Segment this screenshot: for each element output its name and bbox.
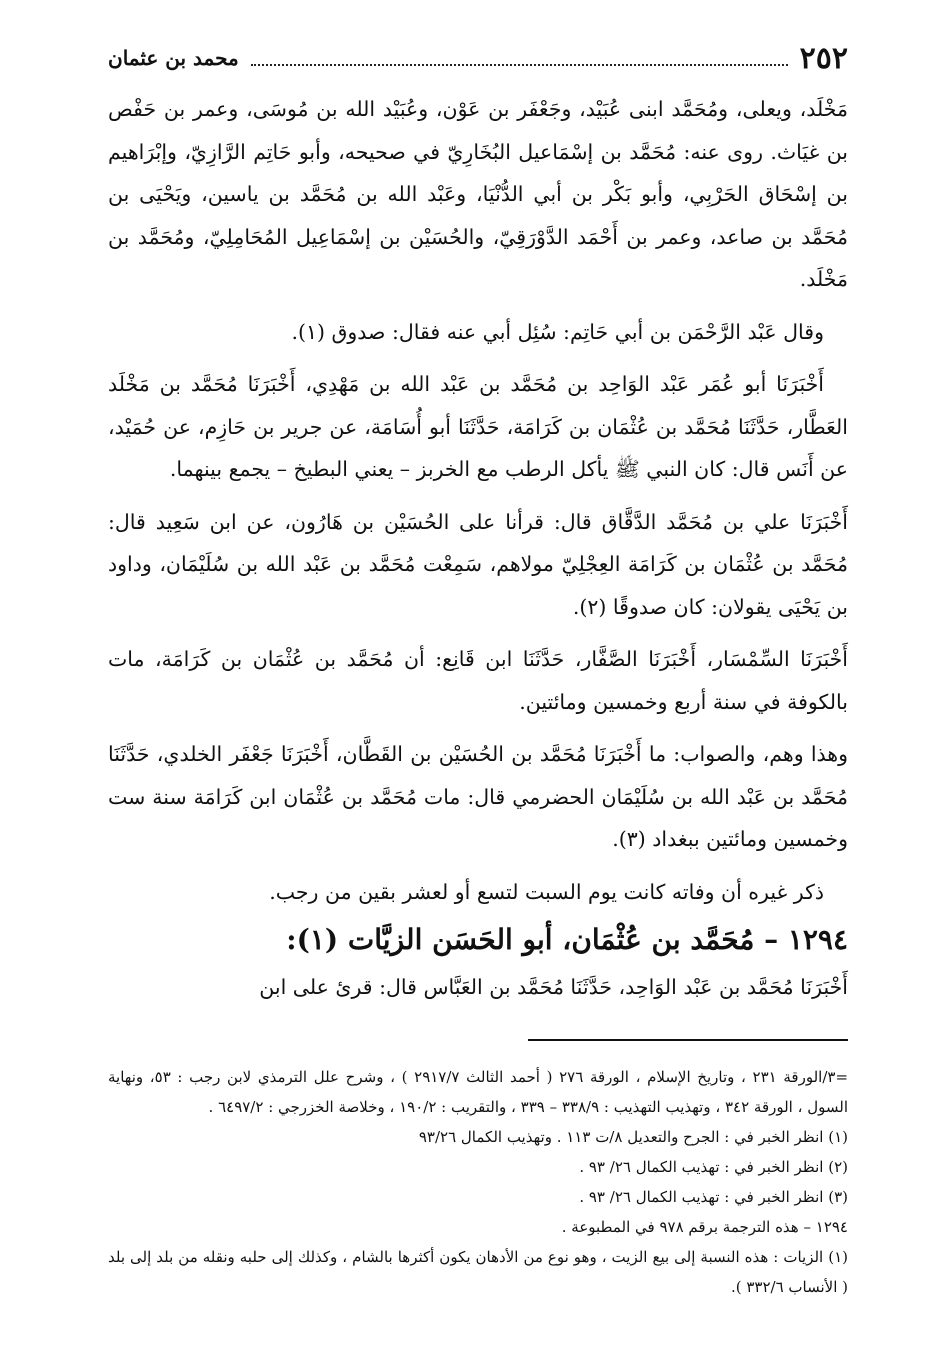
footnote: (٣) انظر الخبر في : تهذيب الكمال ٢٦/ ٩٣ . xyxy=(579,1188,848,1206)
paragraph: أَخْبَرَنَا أبو عُمَر عَبْد الوَاحِد بن مُحَمَّد بن عَبْد الله بن مَهْدِي، أَخْبَرَنَا مُحَمَّد بن مَخْلَد العَطَّار، حَدَّثَنَا مُحَمَّد بن عُثْمَان بن كَرَامَة، حَدَّثَنَا أبو أُسَامَة، عن جرير بن حَازِم، عن حُمَيْد، عن أَنَس قال: كان النبي ﷺ يأكل الرطب مع الخربز – يعني البطيخ – يجمع بينهما. xyxy=(108,372,848,481)
footnote: (١) الزيات : هذه النسبة إلى بيع الزيت ، وهو نوع من الأدهان يكون أكثرها بالشام ، وكذلك إلى حلبه ونقله من بلد إلى بلد ( الأنساب ٣٣٢/٦ ). xyxy=(108,1248,848,1296)
footnote: (٢) انظر الخبر في : تهذيب الكمال ٢٦/ ٩٣ . xyxy=(579,1158,848,1176)
paragraph: وهذا وهم، والصواب: ما أَخْبَرَنَا مُحَمَّد بن الحُسَيْن بن القَطَّان، أَخْبَرَنَا جَعْفَر الخلدي، حَدَّثَنَا مُحَمَّد بن عَبْد الله بن سُلَيْمَان الحضرمي قال: مات مُحَمَّد بن عُثْمَان ابن كَرَامَة سنة ست وخمسين ومائتين ببغداد (٣). xyxy=(108,742,848,851)
paragraph: وقال عَبْد الرَّحْمَن بن أبي حَاتِم: سُئِل أبي عنه فقال: صدوق (١). xyxy=(291,319,824,344)
page-header xyxy=(108,40,848,77)
entry-heading: ١٢٩٤ – مُحَمَّد بن عُثْمَان، أبو الحَسَن الزيَّات (١): xyxy=(286,923,848,956)
footnote: ١٢٩٤ – هذه الترجمة برقم ٩٧٨ في المطبوعة . xyxy=(561,1218,848,1236)
footnote: (١) انظر الخبر في : الجرح والتعديل ٨/ت ١١٣ . وتهذيب الكمال ٩٣/٢٦ xyxy=(418,1128,848,1146)
paragraph: أَخْبَرَنَا علي بن مُحَمَّد الدَّقَّاق قال: قرأنا على الحُسَيْن بن هَارُون، عن ابن سَعِيد قال: مُحَمَّد بن عُثْمَان بن كَرَامَة العِجْلِيّ مولاهم، سَمِعْت مُحَمَّد بن عَبْد الله بن سُلَيْمَان، وداود بن يَحْيَى يقولان: كان صدوقًا (٢). xyxy=(108,509,848,619)
footnotes xyxy=(108,1062,848,1302)
page-number: ٢٥٢ xyxy=(799,40,848,76)
paragraph: مَخْلَد، ويعلى، ومُحَمَّد ابنى عُبَيْد، وجَعْفَر بن عَوْن، وعُبَيْد الله بن مُوسَى، وعمر بن حَفْص بن غيَاث. روى عنه: مُحَمَّد بن إسْمَاعيل البُخَارِيّ في صحيحه، وأبو حَاتِم الرَّازِيّ، وإبْرَاهيم بن إسْحَاق الحَرْبِي، وأبو بَكْر بن أبي الدُّنْيَا، وعَبْد الله بن مُحَمَّد بن ياسين، ويَحْيَى بن مُحَمَّد بن صاعد، وعمر بن أَحْمَد الدَّوْرَقِيّ، والحُسَيْن بن إسْمَاعِيل المُحَامِلِيّ، ومُحَمَّد بن مَخْلَد. xyxy=(108,97,848,291)
main-text xyxy=(108,88,848,1008)
paragraph: أَخْبَرَنَا السِّمْسَار، أَخْبَرَنَا الصَّفَّار، حَدَّثَنَا ابن قَانِع: أن مُحَمَّد بن عُثْمَان بن كَرَامَة، مات بالكوفة في سنة أربع وخمسين ومائتين. xyxy=(108,647,848,714)
paragraph: ذكر غيره أن وفاته كانت يوم السبت لتسع أو لعشر بقين من رجب. xyxy=(269,879,824,904)
paragraph: أَخْبَرَنَا مُحَمَّد بن عَبْد الوَاحِد، حَدَّثَنَا مُحَمَّد بن العَبَّاس قال: قرئ على ابن xyxy=(259,974,848,999)
footnote-separator xyxy=(528,1039,848,1041)
header-dotted-leader xyxy=(251,50,788,66)
footnote: =٣/الورقة ٢٣١ ، وتاريخ الإسلام ، الورقة ٢٧٦ ( أحمد الثالث ٢٩١٧/٧ ) ، وشرح علل الترمذي لابن رجب : ٥٣، ونهاية السول ، الورقة ٣٤٢ ، وتهذيب التهذيب : ٣٣٨/٩ – ٣٣٩ ، والتقريب : ١٩٠/٢ ، وخلاصة الخزرجي : ٦٤٩٧/٢ . xyxy=(108,1068,849,1116)
running-title: محمد بن عثمان xyxy=(108,46,239,70)
